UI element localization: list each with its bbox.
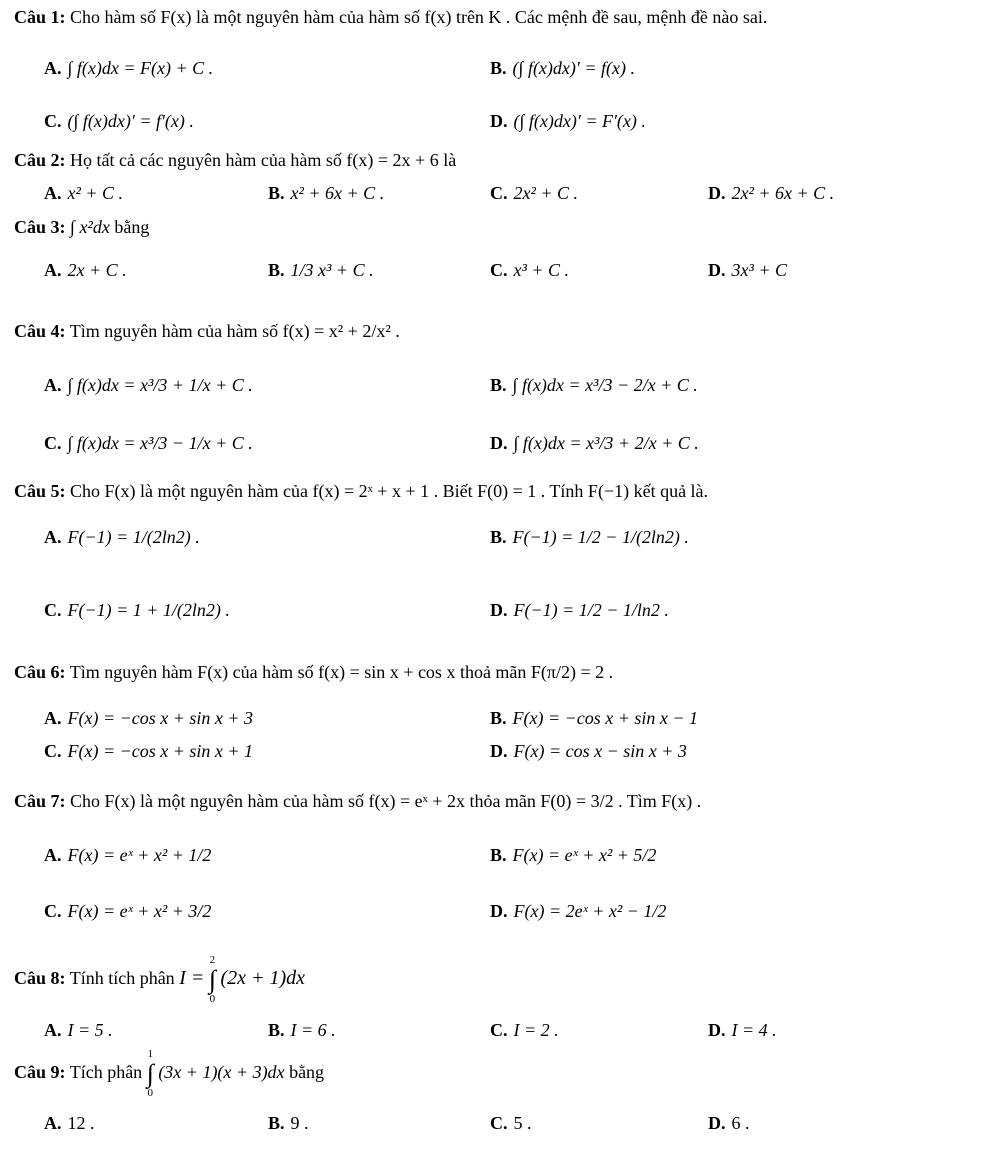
q5-option-d[interactable]: D. F(−1) = 1/2 − 1/ln2 . bbox=[490, 600, 669, 620]
q8-option-d[interactable]: D. I = 4 . bbox=[708, 1020, 777, 1040]
q7-option-c[interactable]: C. F(x) = eˣ + x² + 3/2 bbox=[44, 901, 212, 921]
q3-option-d[interactable]: D. 3x³ + C bbox=[708, 260, 788, 280]
q3-option-c[interactable]: C. x³ + C . bbox=[490, 260, 570, 280]
question-3-integral: ∫ x²dx bbox=[70, 217, 110, 237]
question-7-text: Câu 7: Cho F(x) là một nguyên hàm của hàm số f(x) = eˣ + 2x thỏa mãn F(0) = 3/2 . Tìm F(x) . bbox=[14, 791, 702, 811]
q9-option-b[interactable]: B. 9 . bbox=[268, 1113, 309, 1133]
q4-option-a[interactable]: A. ∫ f(x)dx = x³/3 + 1/x + C . bbox=[44, 375, 253, 395]
question-5-prompt: Cho F(x) là một nguyên hàm của f(x) = 2ˣ + x + 1 . Biết F(0) = 1 . Tính F(−1) kết quả là. bbox=[70, 481, 709, 501]
q6-option-c[interactable]: C. F(x) = −cos x + sin x + 1 bbox=[44, 741, 254, 761]
q3-option-a[interactable]: A. 2x + C . bbox=[44, 260, 127, 280]
q5-option-b[interactable]: B. F(−1) = 1/2 − 1/(2ln2) . bbox=[490, 527, 689, 547]
q4-option-b[interactable]: B. ∫ f(x)dx = x³/3 − 2/x + C . bbox=[490, 375, 698, 395]
q8-option-a[interactable]: A. I = 5 . bbox=[44, 1020, 113, 1040]
question-4-prompt: Tìm nguyên hàm của hàm số f(x) = x² + 2/x² . bbox=[69, 321, 400, 341]
question-6-prompt: Tìm nguyên hàm F(x) của hàm số f(x) = sin x + cos x thoả mãn F(π/2) = 2 . bbox=[69, 662, 614, 682]
q2-option-c[interactable]: C. 2x² + C . bbox=[490, 183, 579, 203]
q2-option-d[interactable]: D. 2x² + 6x + C . bbox=[708, 183, 835, 203]
question-3-text: Câu 3: ∫ x²dx bằng bbox=[14, 217, 150, 237]
question-8-text: Câu 8: Tính tích phân I = 2 ∫ 0 (2x + 1)dx bbox=[14, 953, 306, 1005]
q9-integral-sign: 1 ∫ 0 bbox=[146, 1047, 154, 1099]
q2-option-a[interactable]: A. x² + C . bbox=[44, 183, 124, 203]
question-9-prompt: Tích phân bbox=[69, 1062, 143, 1082]
question-1-text: Câu 1: Cho hàm số F(x) là một nguyên hàm của hàm số f(x) trên K . Các mệnh đề sau, mệnh đề nào sai. bbox=[14, 7, 768, 27]
question-2-text: Câu 2: Họ tất cả các nguyên hàm của hàm số f(x) = 2x + 6 là bbox=[14, 150, 457, 170]
question-1-prompt: Cho hàm số F(x) là một nguyên hàm của hàm số f(x) trên K . Các mệnh đề sau, mệnh đề nào sai. bbox=[70, 7, 768, 27]
q1-option-a[interactable]: A. ∫ f(x)dx = F(x) + C . bbox=[44, 58, 214, 78]
q3-option-b[interactable]: B. 1/3 x³ + C . bbox=[268, 260, 374, 280]
q2-option-b[interactable]: B. x² + 6x + C . bbox=[268, 183, 385, 203]
q8-option-b[interactable]: B. I = 6 . bbox=[268, 1020, 336, 1040]
q1-option-b[interactable]: B. (∫ f(x)dx)′ = f(x) . bbox=[490, 58, 635, 78]
q1-option-c[interactable]: C. (∫ f(x)dx)′ = f′(x) . bbox=[44, 111, 194, 131]
q6-option-b[interactable]: B. F(x) = −cos x + sin x − 1 bbox=[490, 708, 699, 728]
q9-option-d[interactable]: D. 6 . bbox=[708, 1113, 750, 1133]
question-4-text: Câu 4: Tìm nguyên hàm của hàm số f(x) = x² + 2/x² . bbox=[14, 321, 400, 341]
question-2-prompt: Họ tất cả các nguyên hàm của hàm số f(x) = 2x + 6 là bbox=[70, 150, 457, 170]
q9-option-c[interactable]: C. 5 . bbox=[490, 1113, 532, 1133]
q9-option-a[interactable]: A. 12 . bbox=[44, 1113, 95, 1133]
q4-option-d[interactable]: D. ∫ f(x)dx = x³/3 + 2/x + C . bbox=[490, 433, 699, 453]
q5-option-c[interactable]: C. F(−1) = 1 + 1/(2ln2) . bbox=[44, 600, 230, 620]
q8-integral-sign: 2 ∫ 0 bbox=[208, 953, 216, 1005]
q6-option-d[interactable]: D. F(x) = cos x − sin x + 3 bbox=[490, 741, 687, 761]
q5-option-a[interactable]: A. F(−1) = 1/(2ln2) . bbox=[44, 527, 200, 547]
q7-option-b[interactable]: B. F(x) = eˣ + x² + 5/2 bbox=[490, 845, 657, 865]
q7-option-a[interactable]: A. F(x) = eˣ + x² + 1/2 bbox=[44, 845, 212, 865]
q8-option-c[interactable]: C. I = 2 . bbox=[490, 1020, 559, 1040]
question-6-text: Câu 6: Tìm nguyên hàm F(x) của hàm số f(x) = sin x + cos x thoả mãn F(π/2) = 2 . bbox=[14, 662, 614, 682]
q4-option-c[interactable]: C. ∫ f(x)dx = x³/3 − 1/x + C . bbox=[44, 433, 253, 453]
question-7-prompt: Cho F(x) là một nguyên hàm của hàm số f(x) = eˣ + 2x thỏa mãn F(0) = 3/2 . Tìm F(x) . bbox=[70, 791, 702, 811]
q7-option-d[interactable]: D. F(x) = 2eˣ + x² − 1/2 bbox=[490, 901, 667, 921]
question-8-prompt: Tính tích phân bbox=[69, 968, 175, 988]
q1-option-d[interactable]: D. (∫ f(x)dx)′ = F′(x) . bbox=[490, 111, 646, 131]
question-9-text: Câu 9: Tích phân 1 ∫ 0 (3x + 1)(x + 3)dx bằng bbox=[14, 1047, 325, 1099]
q6-option-a[interactable]: A. F(x) = −cos x + sin x + 3 bbox=[44, 708, 254, 728]
question-5-text: Câu 5: Cho F(x) là một nguyên hàm của f(x) = 2ˣ + x + 1 . Biết F(0) = 1 . Tính F(−1) kết quả là. bbox=[14, 481, 709, 501]
